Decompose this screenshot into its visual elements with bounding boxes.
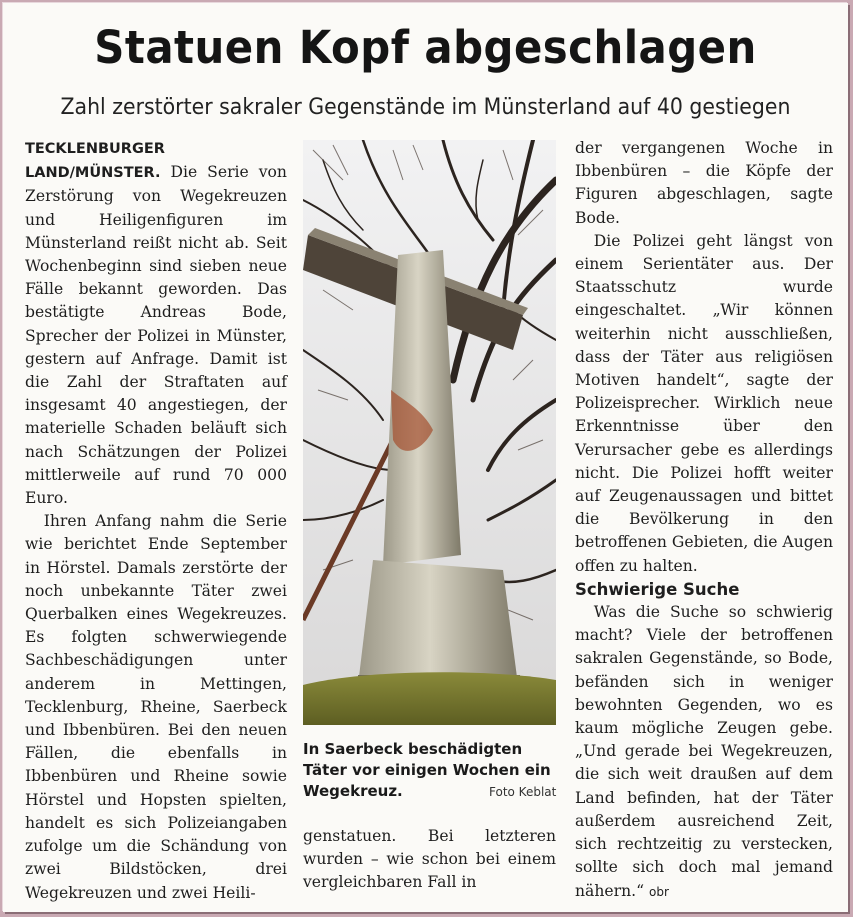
paragraph-1 — [25, 137, 287, 510]
wayside-cross-photo — [303, 140, 556, 725]
headline: Statuen Kopf abgeschlagen — [94, 21, 757, 74]
photo-credit: Foto Keblat — [489, 785, 557, 799]
paragraph-5 — [575, 601, 833, 904]
continuation-text: genstatuen. Bei letzteren wurden – wie schon bei einem vergleichbaren Fall in — [303, 827, 556, 892]
paragraph-5-text: Was die Suche so schwierig macht? Viele der betroffenen sakralen Gegenstände, so Bode, befänden sich in weniger bewohnten Gegenden, wo es kaum mögliche Zeugen gebe. „Und gerade bei Wegekreuzen, die sich weit draußen auf dem Land befinden, hat der Täter außerdem ausreichend Zeit, sich rechtzeitig zu verstecken, sollte sich doch mal jemand nähern.“ — [575, 603, 833, 900]
photo-caption: In Saerbeck beschädigten Täter vor einigen Wochen ein Wegekreuz. — [303, 740, 551, 800]
subheadline: Zahl zerstörter sakraler Gegenstände im Münsterland auf 40 gestiegen — [60, 95, 791, 120]
wayside-cross-image — [303, 140, 556, 725]
column-1 — [25, 137, 287, 905]
column-2-continuation — [303, 825, 556, 895]
paragraph-1-text: Die Serie von Zerstörung von Wegekreuzen und Heiligenfiguren im Münsterland reißt nicht ab. Seit Wochenbeginn sind sieben neue Fälle bekannt geworden. Das bestätigte Andreas Bode, Sprecher der Polizei in Münster, gestern auf Anfrage. Damit ist die Zahl der Straftaten auf insgesamt 40 angestiegen, der materielle Schaden beläuft sich nach Schätzungen der Polizei mittlerweile auf rund 70 000 Euro. — [25, 163, 287, 508]
paragraph-4: Die Polizei geht längst von einem Serientäter aus. Der Staatsschutz wurde eingeschaltet. „Wir können weiterhin nicht ausschließen, dass der Täter aus religiösen Motiven handelt“, sagte der Polizeisprecher. Wirklich neue Erkenntnisse über den Verursacher gebe es allerdings nicht. Die Polizei hofft weiter auf Zeugenaussagen und bittet die Bevölkerung in den betroffenen Gebieten, die Augen offen zu halten. — [575, 231, 833, 575]
column-3 — [575, 137, 833, 904]
section-subhead: Schwierige Suche — [575, 579, 740, 599]
author-initials: obr — [649, 884, 669, 899]
newspaper-clipping — [3, 3, 848, 912]
dateline: TECKLENBURGER LAND/MÜNSTER. — [25, 141, 165, 182]
paragraph-2: Ihren Anfang nahm die Serie wie berichtet Ende September in Hörstel. Damals zerstörte der noch unbekannte Täter zwei Querbalken eines Wegekreuzes. Es folgten schwerwiegende Sachbeschädigungen unter anderem in Mettingen, Tecklenburg, Rheine, Saerbeck und Ibbenbüren. Bei den neuen Fällen, die ebenfalls in Ibbenbüren und Rheine sowie Hörstel und Hopsten spielten, handelt es sich Polizeiangaben zufolge um die Schändung von zwei Bildstöcken, drei Wegekreuzen und zwei Heili- — [25, 512, 287, 902]
paragraph-3: der vergangenen Woche in Ibbenbüren – die Köpfe der Figuren abgeschlagen, sagte Bode. — [575, 139, 833, 227]
